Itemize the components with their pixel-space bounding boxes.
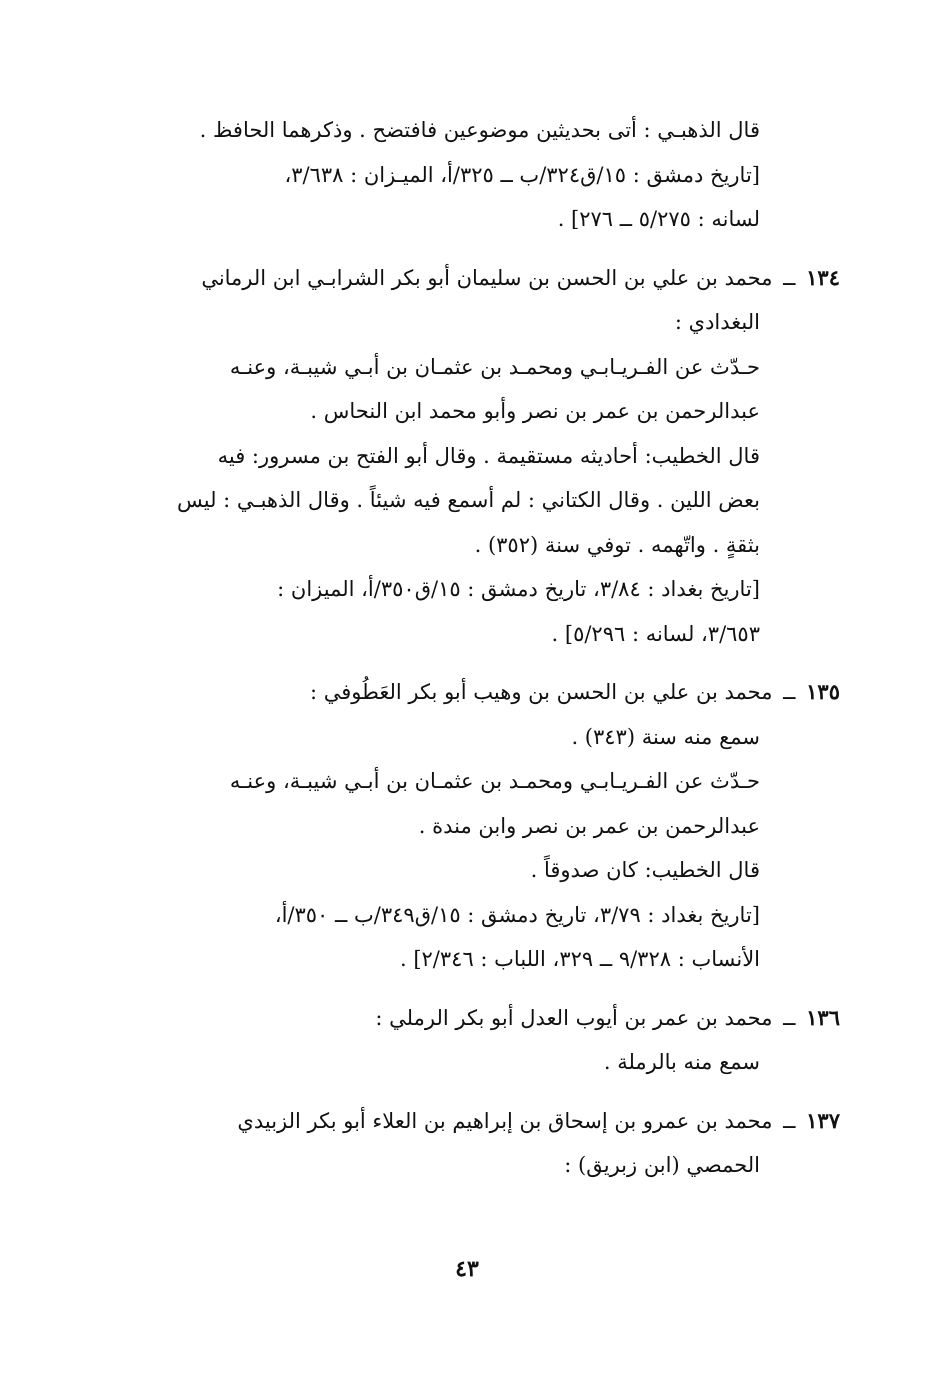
text-line: البغدادي : (674, 310, 760, 334)
text-line: بعض اللين . وقال الكتاني : لم أسمع فيه شيئاً . وقال الذهبـي : ليس (176, 488, 760, 512)
entry-135 (140, 670, 840, 982)
text-line: حـدّث عن الفـريـابـي ومحمـد بن عثمـان بن أبـي شيبـة، وعنـه (229, 769, 760, 793)
entry-dash: ــ (783, 680, 796, 704)
entry-title: محمد بن علي بن الحسن بن وهيب أبو بكر العَطُوفي : (309, 680, 773, 704)
text-line: قال الخطيب: كان صدوقاً . (530, 858, 760, 882)
entry-dash: ــ (783, 265, 796, 290)
text-line: [تاريخ بغداد : ٣/٧٩، تاريخ دمشق : ١٥/ق٣٤٩/ب ــ ٣٥٠/أ، (274, 902, 760, 927)
text-line: سمع منه سنة (٣٤٣) . (571, 724, 760, 749)
entry-title: محمد بن عمرو بن إسحاق بن إبراهيم بن العلاء أبو بكر الزبيدي (237, 1108, 773, 1133)
entry-number: ١٣٧ (806, 1107, 840, 1133)
page-number: ٤٣ (455, 1256, 479, 1282)
text-line: بثقةٍ . واتّهمه . توفي سنة (٣٥٢) . (474, 532, 760, 557)
text-line: الأنساب : ٩/٣٢٨ ــ ٣٢٩، اللباب : ٢/٣٤٦] . (399, 947, 760, 971)
text-line: لسانه : ٥/٢٧٥ ــ ٢٧٦] . (557, 207, 760, 231)
entry-137 (140, 1099, 840, 1188)
entry-heading (140, 996, 840, 1041)
text-line: قال الذهبـي : أتى بحديثين موضوعين فافتضح . وذكرهما الحافظ . (199, 118, 760, 142)
text-line: قال الخطيب: أحاديثه مستقيمة . وقال أبو الفتح بن مسرور: فيه (217, 443, 760, 468)
intro-block (140, 108, 840, 242)
entry-dash: ــ (783, 1005, 796, 1030)
entry-heading (140, 256, 840, 301)
text-line: عبدالرحمن بن عمر بن نصر وأبو محمد ابن النحاس . (310, 399, 760, 423)
entry-heading (140, 670, 840, 715)
text-line: عبدالرحمن بن عمر بن نصر وابن مندة . (418, 813, 760, 838)
text-line: [تاريخ دمشق : ١٥/ق٣٢٤/ب ــ ٣٢٥/أ، الميـزان : ٣/٦٣٨، (284, 162, 760, 187)
entry-number: ١٣٥ (806, 679, 840, 704)
page-body (140, 108, 840, 1188)
entry-136 (140, 996, 840, 1085)
entry-dash: ــ (783, 1108, 796, 1133)
entry-title: محمد بن عمر بن أيوب العدل أبو بكر الرملي : (375, 1005, 773, 1030)
text-line: [تاريخ بغداد : ٣/٨٤، تاريخ دمشق : ١٥/ق٣٥٠/أ، الميزان : (277, 577, 760, 601)
text-line: حـدّث عن الفـريـابـي ومحمـد بن عثمـان بن أبـي شيبـة، وعنـه (229, 354, 760, 379)
entry-number: ١٣٦ (806, 1004, 840, 1030)
text-line: سمع منه بالرملة . (603, 1050, 760, 1074)
text-line: الحمصي (ابن زبريق) : (564, 1153, 760, 1177)
entry-heading (140, 1099, 840, 1144)
entry-number: ١٣٤ (806, 264, 840, 290)
entry-title: محمد بن علي بن الحسن بن سليمان أبو بكر الشرابـي ابن الرماني (201, 265, 773, 290)
entry-134 (140, 256, 840, 657)
text-line: ٣/٦٥٣، لسانه : ٥/٢٩٦] . (551, 621, 760, 646)
